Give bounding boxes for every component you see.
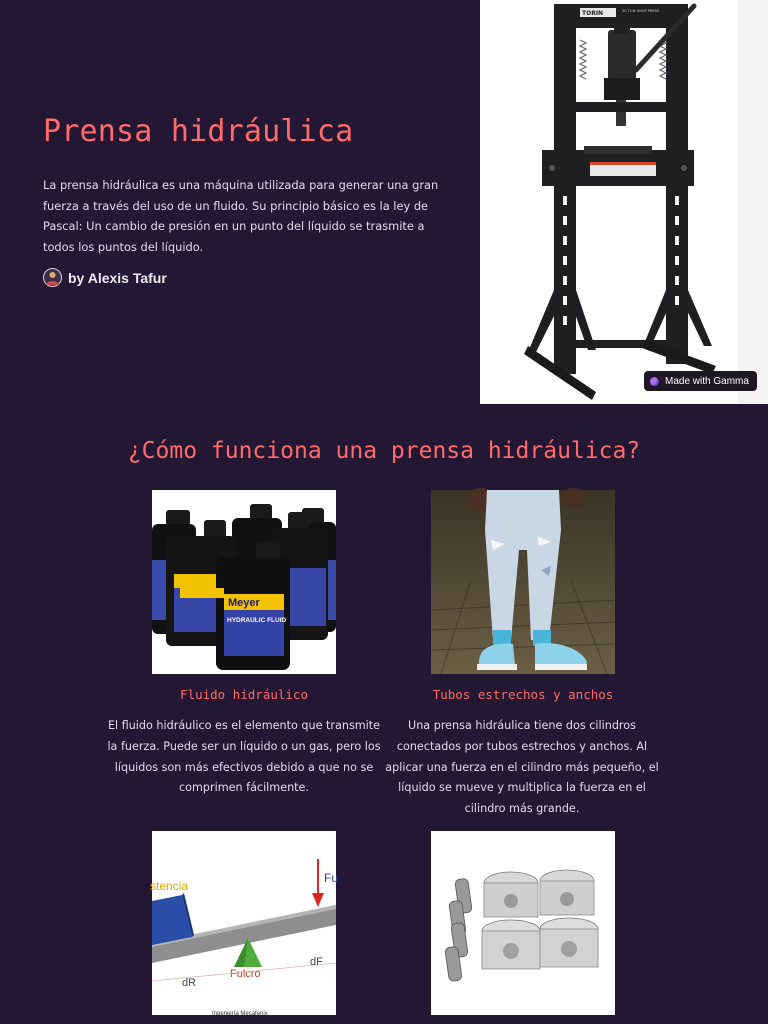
card-text-fluid: El fluido hidráulico es el elemento que transmite la fuerza. Puede ser un líquido o un gas, pero los líquidos son más efectivos debido a que no se comprimen fácilmente.: [107, 719, 381, 795]
avatar: [43, 268, 62, 287]
gamma-logo-icon: [650, 377, 659, 386]
press-brand-label: TORIN: [582, 10, 604, 17]
lever-resistance-label: stencia: [150, 879, 189, 893]
fluid-product-label: HYDRAULIC FLUID: [227, 617, 287, 624]
dr-label: dR: [182, 977, 197, 989]
page-title: Prensa hidráulica: [43, 114, 354, 149]
section-title: ¿Cómo funciona una prensa hidráulica?: [127, 438, 641, 464]
card-text-tubes: Una prensa hidráulica tiene dos cilindros conectados por tubos estrechos y anchos. Al aplicar una fuerza en el cilindro más pequeño, el líquido se mueve y multiplica la fuerza en el cilindro más grande.: [385, 719, 659, 816]
diagram-credit: Ingeniería Mecafenix: [212, 1011, 268, 1017]
lever-diagram-image: [150, 831, 339, 1017]
hydraulic-fluid-image: [152, 490, 336, 674]
tubes-photo-image: [431, 490, 615, 674]
intro-paragraph: La prensa hidráulica es una máquina utilizada para generar una gran fuerza a través del uso de un fluido. Su principio básico es la ley de Pascal: Un cambio de presión en un punto del líquido se trasmite a todos los puntos del líquido.: [43, 178, 439, 254]
card-title-fluid: Fluido hidráulico: [180, 687, 308, 702]
df-label: dF: [310, 956, 323, 968]
pistons-image: [431, 831, 615, 1015]
author-byline: [43, 268, 167, 287]
lever-force-label: Fu: [324, 871, 339, 885]
author-name: by Alexis Tafur: [68, 269, 167, 286]
fulcrum-label: Fulcro: [230, 968, 261, 980]
card-title-tubes: Tubos estrechos y anchos: [432, 687, 614, 702]
hero-press-image: [480, 0, 768, 404]
badge-label: Made with Gamma: [665, 375, 749, 387]
made-with-gamma-badge[interactable]: [644, 371, 757, 391]
press-model-label: 20 TON SHOP PRESS: [622, 9, 660, 13]
fluid-brand-label: Meyer: [228, 597, 260, 609]
